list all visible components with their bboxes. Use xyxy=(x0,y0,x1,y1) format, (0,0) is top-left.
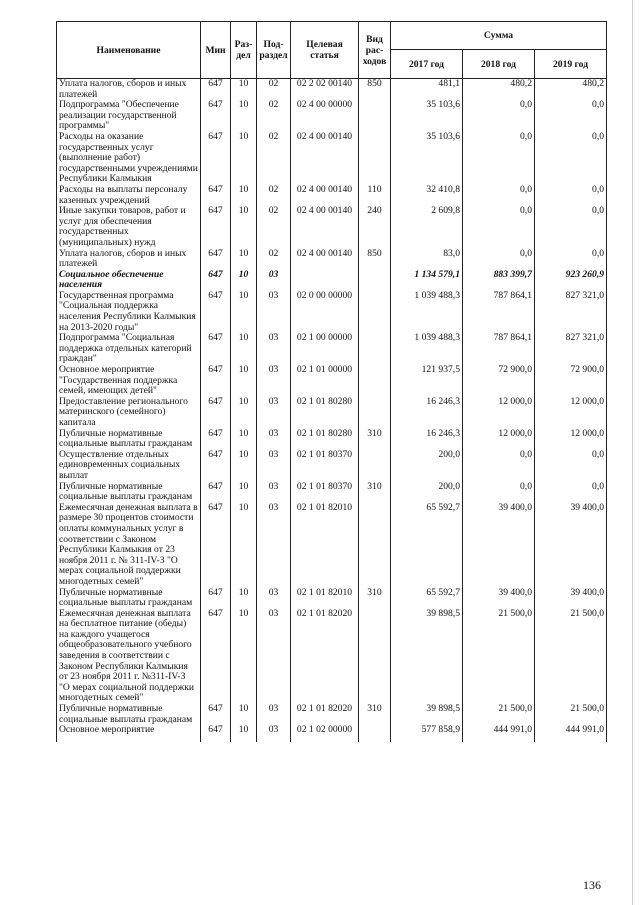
row-podrazdel: 03 xyxy=(257,397,291,429)
header-vid: Вид рас-ходов xyxy=(359,22,391,79)
row-target: 02 1 01 82020 xyxy=(291,704,359,725)
row-razdel: 10 xyxy=(231,249,257,270)
table-row xyxy=(57,333,607,365)
table-row xyxy=(57,291,607,333)
row-target: 02 1 01 80280 xyxy=(291,429,359,450)
row-2017: 1 134 579,1 xyxy=(391,270,463,291)
row-2018: 0,0 xyxy=(463,185,535,206)
table-row xyxy=(57,185,607,206)
budget-table xyxy=(56,21,607,742)
row-name: Иные закупки товаров, работ и услуг для обеспечения государственных (муниципальных) нужд xyxy=(57,206,201,248)
row-2017: 2 609,8 xyxy=(391,206,463,248)
row-vid xyxy=(359,270,391,291)
row-vid: 310 xyxy=(359,429,391,450)
row-2017: 481,1 xyxy=(391,79,463,101)
row-vid xyxy=(359,333,391,365)
row-min: 647 xyxy=(201,100,231,132)
row-podrazdel: 03 xyxy=(257,270,291,291)
row-name: Подпрограмма "Обеспечение реализации государственной программы" xyxy=(57,100,201,132)
row-2019: 0,0 xyxy=(535,482,607,503)
table-header xyxy=(57,22,607,79)
row-2018: 0,0 xyxy=(463,249,535,270)
row-name: Ежемесячная денежная выплата на бесплатное питание (обеды) на каждого учащегося общеобразовательного учебного заведения в соответствии с Законом Республики Калмыкия от 23 ноября 2011 г. №311-IV-З "О мерах социальной поддержки многодетных семей" xyxy=(57,609,201,704)
header-min: Мин xyxy=(201,22,231,79)
row-target: 02 1 01 80280 xyxy=(291,397,359,429)
row-podrazdel: 02 xyxy=(257,249,291,270)
row-2017: 65 592,7 xyxy=(391,503,463,588)
row-min: 647 xyxy=(201,79,231,101)
row-name: Публичные нормативные социальные выплаты гражданам xyxy=(57,429,201,450)
row-min: 647 xyxy=(201,725,231,742)
row-vid: 850 xyxy=(359,249,391,270)
row-razdel: 10 xyxy=(231,270,257,291)
row-name: Расходы на оказание государственных услуг (выполнение работ) государственными учреждениями Республики Калмыкия xyxy=(57,132,201,185)
row-razdel: 10 xyxy=(231,450,257,482)
header-sum: Сумма xyxy=(391,22,607,50)
header-target: Целевая статья xyxy=(291,22,359,79)
row-2017: 577 858,9 xyxy=(391,725,463,742)
row-2017: 1 039 488,3 xyxy=(391,291,463,333)
row-2019: 0,0 xyxy=(535,185,607,206)
row-2019: 480,2 xyxy=(535,79,607,101)
row-podrazdel: 03 xyxy=(257,365,291,397)
table-body xyxy=(57,79,607,742)
row-podrazdel: 03 xyxy=(257,503,291,588)
row-2019: 72 900,0 xyxy=(535,365,607,397)
row-target: 02 0 00 00000 xyxy=(291,291,359,333)
row-2019: 923 260,9 xyxy=(535,270,607,291)
row-2019: 827 321,0 xyxy=(535,333,607,365)
row-razdel: 10 xyxy=(231,482,257,503)
row-target: 02 1 01 00000 xyxy=(291,365,359,397)
row-vid xyxy=(359,725,391,742)
row-vid xyxy=(359,450,391,482)
row-2019: 0,0 xyxy=(535,249,607,270)
row-min: 647 xyxy=(201,503,231,588)
row-vid xyxy=(359,100,391,132)
row-razdel: 10 xyxy=(231,704,257,725)
row-min: 647 xyxy=(201,365,231,397)
row-razdel: 10 xyxy=(231,206,257,248)
row-podrazdel: 03 xyxy=(257,704,291,725)
row-2019: 0,0 xyxy=(535,450,607,482)
row-vid: 110 xyxy=(359,185,391,206)
table-row xyxy=(57,100,607,132)
row-min: 647 xyxy=(201,333,231,365)
header-2018: 2018 год xyxy=(463,50,535,79)
row-2017: 200,0 xyxy=(391,450,463,482)
header-razdel: Раз-дел xyxy=(231,22,257,79)
row-target: 02 4 00 00140 xyxy=(291,249,359,270)
row-2017: 16 246,3 xyxy=(391,397,463,429)
row-vid: 310 xyxy=(359,704,391,725)
row-2018: 0,0 xyxy=(463,450,535,482)
row-vid xyxy=(359,609,391,704)
row-min: 647 xyxy=(201,132,231,185)
row-vid xyxy=(359,291,391,333)
row-name: Осуществление отдельных единовременных социальных выплат xyxy=(57,450,201,482)
table-row xyxy=(57,79,607,101)
row-2019: 827 321,0 xyxy=(535,291,607,333)
row-2019: 21 500,0 xyxy=(535,704,607,725)
row-name: Ежемесячная денежная выплата в размере 30 процентов стоимости оплаты коммунальных услуг в соответствии с Законом Республики Калмыкия от 23 ноября 2011 г. № 311-IV-З "О мерах социальной поддержки многодетных семей" xyxy=(57,503,201,588)
row-target: 02 4 00 00140 xyxy=(291,132,359,185)
row-razdel: 10 xyxy=(231,725,257,742)
row-2019: 39 400,0 xyxy=(535,588,607,609)
table-row xyxy=(57,725,607,742)
row-podrazdel: 03 xyxy=(257,609,291,704)
row-2018: 12 000,0 xyxy=(463,429,535,450)
row-podrazdel: 03 xyxy=(257,450,291,482)
row-name: Публичные нормативные социальные выплаты гражданам xyxy=(57,704,201,725)
row-target: 02 1 02 00000 xyxy=(291,725,359,742)
row-2017: 1 039 488,3 xyxy=(391,333,463,365)
row-min: 647 xyxy=(201,588,231,609)
table-row xyxy=(57,397,607,429)
row-name: Уплата налогов, сборов и иных платежей xyxy=(57,79,201,101)
row-name: Подпрограмма "Социальная поддержка отдельных категорий граждан" xyxy=(57,333,201,365)
row-name: Основное мероприятие "Государственная поддержка семей, имеющих детей" xyxy=(57,365,201,397)
row-2019: 12 000,0 xyxy=(535,429,607,450)
row-razdel: 10 xyxy=(231,588,257,609)
row-2018: 0,0 xyxy=(463,482,535,503)
row-podrazdel: 03 xyxy=(257,725,291,742)
row-razdel: 10 xyxy=(231,503,257,588)
row-2018: 39 400,0 xyxy=(463,503,535,588)
row-min: 647 xyxy=(201,185,231,206)
table-row xyxy=(57,429,607,450)
row-2017: 83,0 xyxy=(391,249,463,270)
header-2019: 2019 год xyxy=(535,50,607,79)
page-edge xyxy=(632,0,633,905)
row-target: 02 1 01 82010 xyxy=(291,588,359,609)
row-2017: 65 592,7 xyxy=(391,588,463,609)
row-name: Предоставление регионального материнского (семейного) капитала xyxy=(57,397,201,429)
header-name: Наименование xyxy=(57,22,201,79)
row-name: Основное мероприятие xyxy=(57,725,201,742)
table-row xyxy=(57,503,607,588)
row-vid xyxy=(359,397,391,429)
header-2017: 2017 год xyxy=(391,50,463,79)
row-razdel: 10 xyxy=(231,429,257,450)
row-2019: 12 000,0 xyxy=(535,397,607,429)
row-target: 02 4 00 00140 xyxy=(291,206,359,248)
row-target: 02 2 02 00140 xyxy=(291,79,359,101)
row-podrazdel: 03 xyxy=(257,588,291,609)
row-2018: 39 400,0 xyxy=(463,588,535,609)
row-target: 02 1 01 82010 xyxy=(291,503,359,588)
table-row xyxy=(57,588,607,609)
row-razdel: 10 xyxy=(231,333,257,365)
row-name: Социальное обеспечение населения xyxy=(57,270,201,291)
row-podrazdel: 03 xyxy=(257,482,291,503)
row-2017: 39 898,5 xyxy=(391,609,463,704)
row-razdel: 10 xyxy=(231,79,257,101)
row-2017: 16 246,3 xyxy=(391,429,463,450)
row-min: 647 xyxy=(201,609,231,704)
row-2018: 787 864,1 xyxy=(463,333,535,365)
row-razdel: 10 xyxy=(231,291,257,333)
row-min: 647 xyxy=(201,206,231,248)
row-vid xyxy=(359,503,391,588)
row-min: 647 xyxy=(201,397,231,429)
row-2018: 72 900,0 xyxy=(463,365,535,397)
row-razdel: 10 xyxy=(231,132,257,185)
table-row xyxy=(57,450,607,482)
row-podrazdel: 02 xyxy=(257,185,291,206)
row-2019: 0,0 xyxy=(535,100,607,132)
row-min: 647 xyxy=(201,482,231,503)
row-vid xyxy=(359,132,391,185)
table-row xyxy=(57,704,607,725)
row-2017: 39 898,5 xyxy=(391,704,463,725)
row-2018: 0,0 xyxy=(463,100,535,132)
row-target: 02 1 01 80370 xyxy=(291,450,359,482)
row-podrazdel: 02 xyxy=(257,79,291,101)
row-podrazdel: 03 xyxy=(257,333,291,365)
table-row xyxy=(57,609,607,704)
row-podrazdel: 03 xyxy=(257,429,291,450)
row-target: 02 4 00 00140 xyxy=(291,185,359,206)
row-name: Уплата налогов, сборов и иных платежей xyxy=(57,249,201,270)
row-name: Публичные нормативные социальные выплаты гражданам xyxy=(57,588,201,609)
table-row xyxy=(57,482,607,503)
row-2018: 0,0 xyxy=(463,132,535,185)
row-2018: 480,2 xyxy=(463,79,535,101)
row-podrazdel: 02 xyxy=(257,100,291,132)
row-razdel: 10 xyxy=(231,185,257,206)
row-2019: 21 500,0 xyxy=(535,609,607,704)
row-name: Публичные нормативные социальные выплаты гражданам xyxy=(57,482,201,503)
row-name: Расходы на выплаты персоналу казенных учреждений xyxy=(57,185,201,206)
row-2018: 12 000,0 xyxy=(463,397,535,429)
row-name: Государственная программа "Социальная поддержка населения Республики Калмыкия на 2013-2020 годы" xyxy=(57,291,201,333)
row-2018: 21 500,0 xyxy=(463,704,535,725)
row-vid xyxy=(359,365,391,397)
row-2017: 200,0 xyxy=(391,482,463,503)
row-2018: 444 991,0 xyxy=(463,725,535,742)
row-2017: 35 103,6 xyxy=(391,100,463,132)
row-2018: 883 399,7 xyxy=(463,270,535,291)
row-min: 647 xyxy=(201,429,231,450)
row-2018: 21 500,0 xyxy=(463,609,535,704)
row-podrazdel: 03 xyxy=(257,291,291,333)
row-min: 647 xyxy=(201,704,231,725)
row-2017: 32 410,8 xyxy=(391,185,463,206)
table-row xyxy=(57,249,607,270)
row-razdel: 10 xyxy=(231,100,257,132)
row-target: 02 1 00 00000 xyxy=(291,333,359,365)
row-min: 647 xyxy=(201,450,231,482)
row-vid: 310 xyxy=(359,482,391,503)
row-podrazdel: 02 xyxy=(257,132,291,185)
header-podrazdel: Под-раздел xyxy=(257,22,291,79)
row-target: 02 1 01 82020 xyxy=(291,609,359,704)
row-target xyxy=(291,270,359,291)
row-vid: 310 xyxy=(359,588,391,609)
row-2019: 39 400,0 xyxy=(535,503,607,588)
row-razdel: 10 xyxy=(231,609,257,704)
row-vid: 850 xyxy=(359,79,391,101)
row-2018: 0,0 xyxy=(463,206,535,248)
row-min: 647 xyxy=(201,249,231,270)
row-razdel: 10 xyxy=(231,397,257,429)
row-2019: 0,0 xyxy=(535,132,607,185)
row-target: 02 4 00 00000 xyxy=(291,100,359,132)
row-2019: 0,0 xyxy=(535,206,607,248)
row-podrazdel: 02 xyxy=(257,206,291,248)
row-2017: 35 103,6 xyxy=(391,132,463,185)
row-target: 02 1 01 80370 xyxy=(291,482,359,503)
row-2019: 444 991,0 xyxy=(535,725,607,742)
row-razdel: 10 xyxy=(231,365,257,397)
table-row xyxy=(57,270,607,291)
row-min: 647 xyxy=(201,291,231,333)
row-2018: 787 864,1 xyxy=(463,291,535,333)
row-vid: 240 xyxy=(359,206,391,248)
row-min: 647 xyxy=(201,270,231,291)
page-number: 136 xyxy=(583,878,601,892)
row-2017: 121 937,5 xyxy=(391,365,463,397)
table-row xyxy=(57,365,607,397)
table-row xyxy=(57,206,607,248)
table-row xyxy=(57,132,607,185)
